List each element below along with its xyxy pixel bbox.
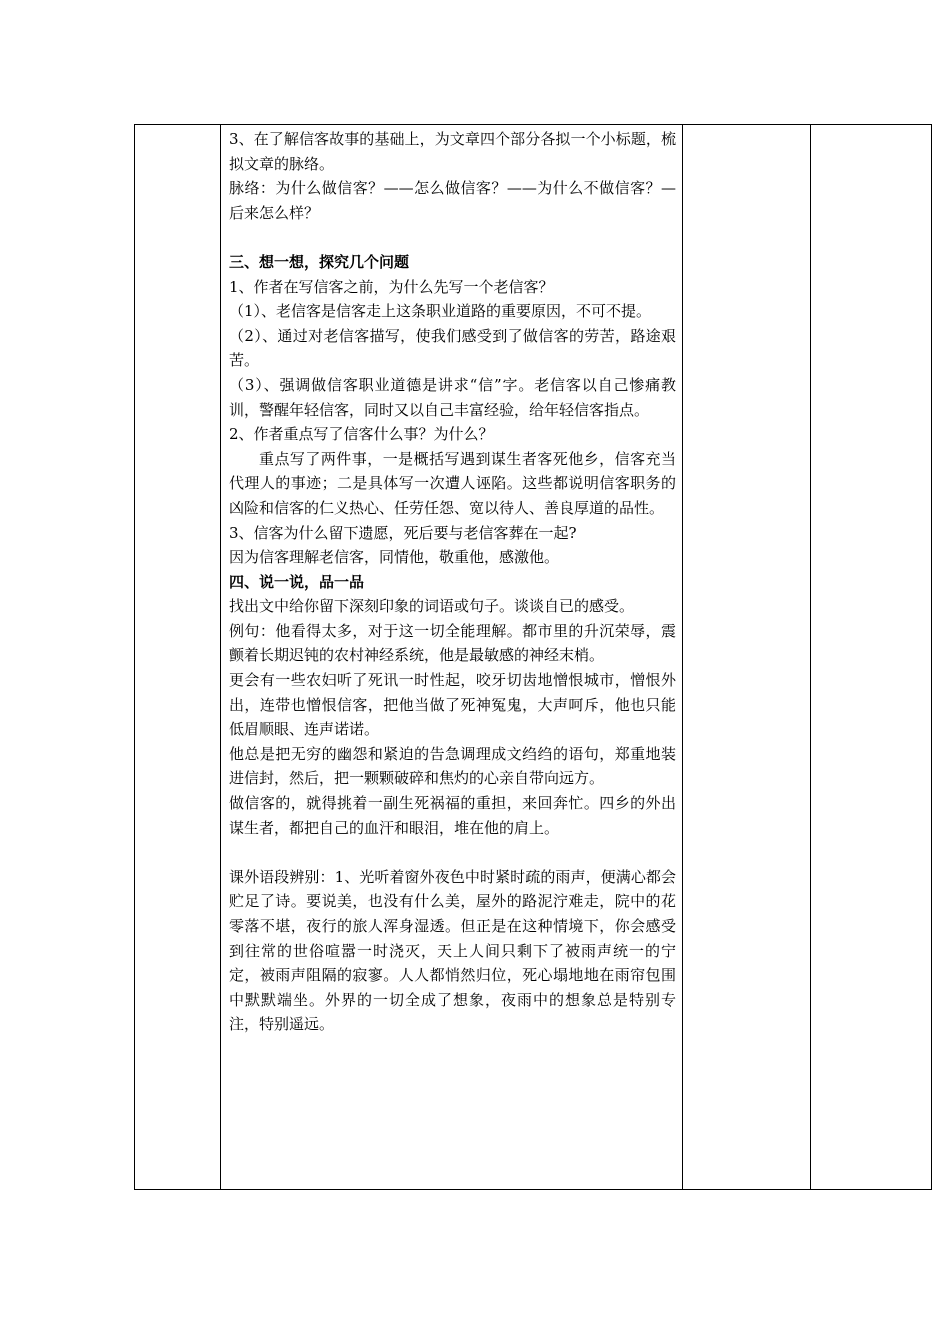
text-line: 3、在了解信客故事的基础上，为文章四个部分各拟一个小标题，梳拟文章的脉络。	[229, 130, 676, 173]
table-row	[135, 125, 932, 1190]
text-line: 因为信客理解老信客，同情他，敬重他，感激他。	[229, 548, 560, 567]
text-line: （3）、强调做信客职业道德是讲求“信”字。老信客以自己惨痛教训，警醒年轻信客，同时又以自己丰富经验，给年轻信客指点。	[229, 375, 676, 419]
text-line: 1、作者在写信客之前，为什么先写一个老信客？	[229, 277, 554, 296]
text-line: 更会有一些农妇听了死讯一时性起，咬牙切齿地憎恨城市，憎恨外出，连带也憎恨信客，把他当做了死神冤鬼，大声呵斥，他也只能低眉顺眼、连声诺诺。	[229, 671, 676, 739]
lesson-table	[134, 124, 932, 1190]
section-heading: 四、说一说，品一品	[229, 572, 365, 591]
text-line: 例句：他看得太多，对于这一切全能理解。都市里的升沉荣辱，震颤着长期迟钝的农村神经系统，他是最敏感的神经末梢。	[229, 621, 676, 665]
text-line: 他总是把无穷的幽怨和紧迫的告急调理成文绉绉的语句，郑重地装进信封，然后，把一颗颗破碎和焦灼的心亲自带向远方。	[229, 744, 676, 788]
left-blank-cell	[135, 125, 221, 1190]
text-line: 3、信客为什么留下遗愿，死后要与老信客葬在一起?	[229, 523, 577, 542]
content-cell	[221, 125, 683, 1190]
text-line: 找出文中给你留下深刻印象的词语或句子。谈谈自已的感受。	[229, 597, 635, 616]
text-line: 做信客的，就得挑着一副生死祸福的重担，来回奔忙。四乡的外出谋生者，都把自己的血汗和眼泪，堆在他的肩上。	[229, 794, 676, 837]
blank-line	[229, 225, 676, 250]
text-line: 重点写了两件事，一是概括写遇到谋生者客死他乡，信客充当代理人的事迹；二是具体写一次遭人诬陷。这些都说明信客职务的凶险和信客的仁义热心、任劳任怨、宽以待人、善良厚道的品性。	[229, 449, 676, 517]
blank-line	[229, 840, 676, 865]
text-line: 2、作者重点写了信客什么事？为什么？	[229, 425, 494, 444]
section-heading: 三、想一想，探究几个问题	[229, 252, 410, 271]
text-line: 脉络：为什么做信客？——怎么做信客？——为什么不做信客？—后来怎么样？	[229, 179, 676, 222]
notes-cell	[683, 125, 811, 1190]
text-line: （1）、老信客是信客走上这条职业道路的重要原因，不可不提。	[229, 302, 652, 321]
lesson-content	[221, 125, 682, 1189]
right-blank-cell	[811, 125, 932, 1190]
text-line: （2）、通过对老信客描写，使我们感受到了做信客的劳苦，路途艰苦。	[229, 326, 676, 370]
text-line: 课外语段辨别：1、光听着窗外夜色中时紧时疏的雨声，便满心都会贮足了诗。要说美，也没有什么美，屋外的路泥泞难走，院中的花零落不堪，夜行的旅人浑身湿透。但正是在这种情境下，你会感受到往常的世俗喧嚣一时浇灭，天上人间只剩下了被雨声统一的宁定，被雨声阻隔的寂寥。人人都悄然归位，死心塌地地在雨帘包围中默默端坐。外界的一切全成了想象，夜雨中的想象总是特别专注，特别遥远。	[229, 867, 676, 1034]
